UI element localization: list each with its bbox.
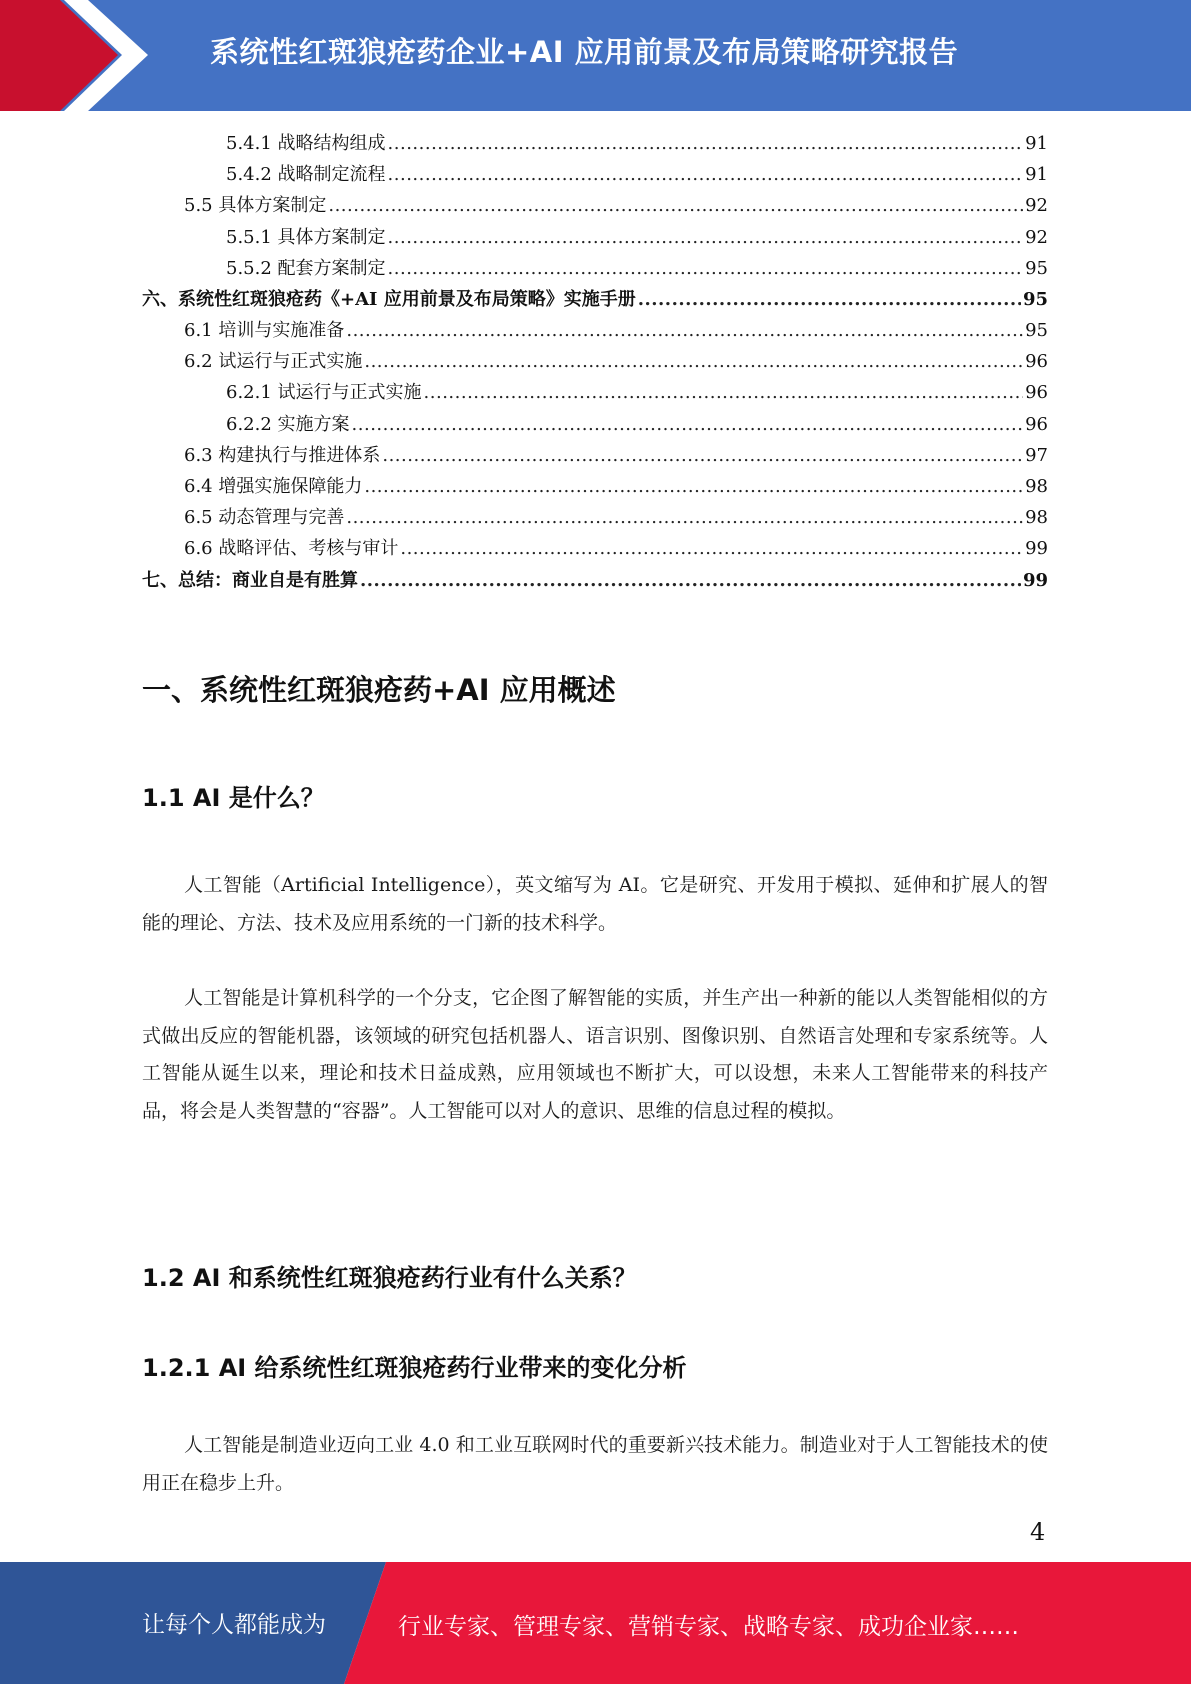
footer-band [0, 1562, 1191, 1684]
toc-entry[interactable] [142, 346, 1048, 377]
toc-entry-label: 5.4.1 战略结构组成 [226, 132, 386, 154]
page-number: 4 [1030, 1518, 1046, 1546]
toc-entry[interactable] [142, 128, 1048, 159]
table-of-contents [142, 128, 1048, 596]
paragraph-manufacturing-ai: 人工智能是制造业迈向工业 4.0 和工业互联网时代的重要新兴技术能力。制造业对于人工智能技术的使用正在稳步上升。 [142, 1434, 1048, 1494]
toc-entry-page: 91 [1025, 132, 1048, 154]
toc-entry-label: 七、总结：商业自是有胜算 [142, 569, 358, 591]
paragraph-ai-definition: 人工智能（Artificial Intelligence），英文缩写为 AI。它是研究、开发用于模拟、延伸和扩展人的智能的理论、方法、技术及应用系统的一门新的技术科学。 [142, 874, 1048, 934]
toc-entry-label: 6.2.2 实施方案 [226, 413, 350, 435]
toc-entry[interactable] [142, 565, 1048, 596]
toc-entry-label: 5.5 具体方案制定 [184, 195, 327, 217]
toc-entry[interactable] [142, 159, 1048, 190]
toc-entry-page: 92 [1025, 226, 1048, 248]
toc-entry-label: 6.3 构建执行与推进体系 [184, 444, 381, 466]
toc-dot-leader [360, 565, 1021, 596]
toc-entry-label: 六、系统性红斑狼疮药《+AI 应用前景及布局策略》实施手册 [142, 288, 636, 310]
toc-dot-leader [346, 502, 1023, 533]
toc-dot-leader [424, 377, 1024, 408]
toc-entry[interactable] [142, 284, 1048, 315]
paragraph-ai-branch: 人工智能是计算机科学的一个分支，它企图了解智能的实质，并生产出一种新的能以人类智能相似的方式做出反应的智能机器，该领域的研究包括机器人、语言识别、图像识别、自然语言处理和专家系统等。人工智能从诞生以来，理论和技术日益成熟，应用领域也不断扩大，可以设想，未来人工智能带来的科技产品，将会是人类智慧的“容器”。人工智能可以对人的意识、思维的信息过程的模拟。 [142, 987, 1048, 1122]
toc-dot-leader [638, 284, 1021, 315]
toc-entry-label: 5.5.1 具体方案制定 [226, 226, 386, 248]
toc-entry-page: 98 [1025, 476, 1048, 498]
toc-entry-page: 95 [1025, 257, 1048, 279]
toc-dot-leader [388, 253, 1024, 284]
toc-entry-page: 99 [1025, 538, 1048, 560]
toc-entry[interactable] [142, 378, 1048, 409]
toc-entry-page: 99 [1022, 569, 1048, 591]
toc-entry-page: 96 [1025, 413, 1048, 435]
toc-dot-leader [364, 471, 1023, 502]
toc-entry[interactable] [142, 190, 1048, 221]
toc-entry-page: 96 [1025, 351, 1048, 373]
toc-entry-page: 92 [1025, 195, 1048, 217]
toc-entry-page: 97 [1025, 444, 1048, 466]
toc-entry[interactable] [142, 471, 1048, 502]
toc-entry-label: 6.6 战略评估、考核与审计 [184, 538, 399, 560]
header-band [0, 0, 1191, 111]
toc-entry[interactable] [142, 533, 1048, 564]
toc-entry-label: 6.4 增强实施保障能力 [184, 476, 363, 498]
toc-entry-page: 95 [1025, 320, 1048, 342]
toc-entry[interactable] [142, 222, 1048, 253]
section-heading-1: 一、系统性红斑狼疮药+AI 应用概述 [142, 673, 616, 707]
toc-entry-label: 6.5 动态管理与完善 [184, 507, 345, 529]
toc-entry[interactable] [142, 253, 1048, 284]
subsection-heading-1-1: 1.1 AI 是什么？ [142, 784, 325, 812]
toc-entry-page: 91 [1025, 164, 1048, 186]
toc-entry-label: 6.2.1 试运行与正式实施 [226, 382, 422, 404]
toc-entry-label: 5.4.2 战略制定流程 [226, 164, 386, 186]
toc-dot-leader [346, 315, 1023, 346]
toc-entry[interactable] [142, 502, 1048, 533]
toc-dot-leader [382, 440, 1023, 471]
subsection-heading-1-2-1: 1.2.1 AI 给系统性红斑狼疮药行业带来的变化分析 [142, 1354, 687, 1382]
toc-entry-label: 6.2 试运行与正式实施 [184, 351, 363, 373]
toc-entry-page: 96 [1025, 382, 1048, 404]
toc-dot-leader [400, 533, 1023, 564]
toc-entry[interactable] [142, 440, 1048, 471]
toc-entry-page: 95 [1022, 288, 1048, 310]
toc-entry[interactable] [142, 409, 1048, 440]
toc-dot-leader [388, 128, 1024, 159]
footer-slogan-right: 行业专家、管理专家、营销专家、战略专家、成功企业家…… [398, 1614, 1019, 1640]
toc-entry-page: 98 [1025, 507, 1048, 529]
toc-entry[interactable] [142, 315, 1048, 346]
toc-dot-leader [388, 222, 1024, 253]
subsection-heading-1-2: 1.2 AI 和系统性红斑狼疮药行业有什么关系？ [142, 1264, 637, 1292]
toc-dot-leader [388, 159, 1024, 190]
toc-dot-leader [328, 190, 1023, 221]
footer-slogan-left: 让每个人都能成为 [142, 1612, 326, 1638]
toc-entry-label: 6.1 培训与实施准备 [184, 320, 345, 342]
toc-dot-leader [364, 346, 1023, 377]
report-title: 系统性红斑狼疮药企业+AI 应用前景及布局策略研究报告 [210, 35, 959, 69]
header-chevron-decoration [0, 0, 160, 111]
toc-dot-leader [352, 409, 1024, 440]
toc-entry-label: 5.5.2 配套方案制定 [226, 257, 386, 279]
